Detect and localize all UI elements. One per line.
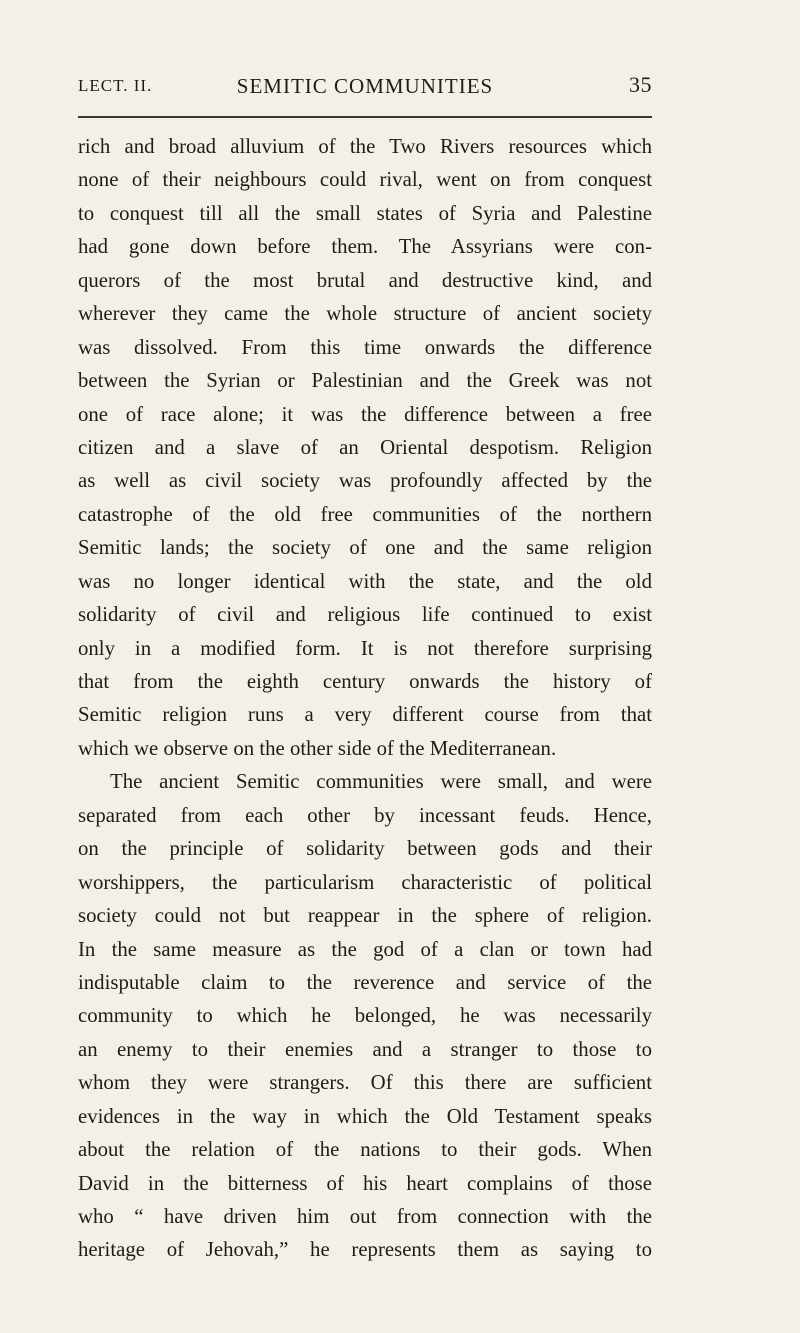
text-line: who “ have driven him out from connection with the [78, 1205, 652, 1228]
page-number: 35 [629, 72, 652, 97]
text-line: about the relation of the nations to their gods. When [78, 1138, 652, 1162]
text-line: an enemy to their enemies and a stranger to those to [78, 1037, 652, 1061]
text-line: whom they were strangers. Of this there are sufficient [78, 1071, 652, 1095]
body-text [78, 130, 652, 1267]
running-head [78, 72, 652, 102]
text-line: was dissolved. From this time onwards the difference [78, 335, 652, 359]
text-line: David in the bitterness of his heart complains of those [78, 1171, 652, 1195]
text-line: only in a modified form. It is not therefore surprising [78, 636, 652, 660]
text-line: worshippers, the particularism characteristic of political [78, 870, 652, 894]
text-line: heritage of Jehovah,” he represents them as saying to [78, 1238, 652, 1262]
text-line: society could not but reappear in the sphere of religion. [78, 904, 652, 928]
text-line: evidences in the way in which the Old Testament speaks [78, 1104, 652, 1128]
text-line: none of their neighbours could rival, went on from conquest [78, 168, 652, 192]
text-line: which we observe on the other side of the Mediterranean. [78, 736, 557, 760]
text-line: on the principle of solidarity between gods and their [78, 837, 652, 861]
text-line: to conquest till all the small states of Syria and Palestine [78, 201, 652, 225]
text-line: that from the eighth century onwards the history of [78, 670, 652, 693]
text-line: community to which he belonged, he was necessarily [78, 1004, 652, 1028]
lecture-label: LECT. II. [78, 76, 153, 95]
text-line: indisputable claim to the reverence and service of the [78, 970, 652, 994]
text-line: as well as civil society was profoundly affected by the [78, 469, 652, 493]
text-line: catastrophe of the old free communities of the northern [78, 502, 652, 526]
text-line: The ancient Semitic communities were small, and were [110, 770, 652, 794]
chapter-title: SEMITIC COMMUNITIES [236, 74, 494, 98]
text-line: had gone down before them. The Assyrians were con- [78, 235, 652, 259]
text-line: citizen and a slave of an Oriental despotism. Religion [78, 435, 652, 459]
text-line: between the Syrian or Palestinian and the Greek was not [78, 369, 652, 393]
text-line: rich and broad alluvium of the Two Rivers resources which [78, 135, 652, 158]
text-line: In the same measure as the god of a clan or town had [78, 937, 652, 961]
header-rule [78, 116, 652, 118]
text-line: was no longer identical with the state, and the old [78, 569, 652, 593]
text-line: separated from each other by incessant feuds. Hence, [78, 803, 652, 827]
text-line: Semitic lands; the society of one and the same religion [78, 536, 652, 560]
text-line: solidarity of civil and religious life continued to exist [78, 603, 652, 627]
text-line: Semitic religion runs a very different course from that [78, 703, 652, 727]
text-line: one of race alone; it was the difference between a free [78, 402, 652, 426]
text-line: querors of the most brutal and destructive kind, and [78, 268, 652, 292]
text-line: wherever they came the whole structure of ancient society [78, 302, 652, 326]
